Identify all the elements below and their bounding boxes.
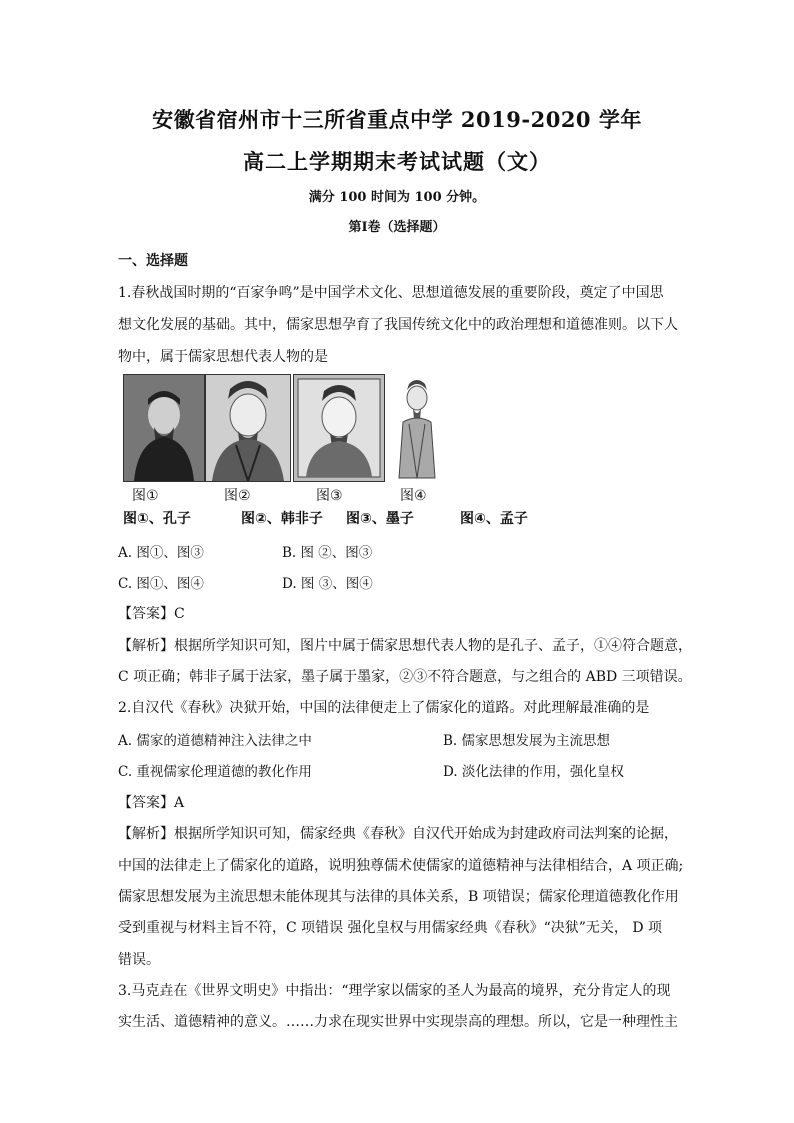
q3-stem-line2: 实生活、道德精神的意义。……力求在现实世界中实现崇高的理想。所以，它是一种理性主 [118,1014,678,1030]
q1-stem-line1: 1.春秋战国时期的“百家争鸣”是中国学术文化、思想道德发展的重要阶段，奠定了中国思 [118,285,664,301]
figure-label-1: 图① [132,488,159,504]
figure-caption-3: 图③、墨子 [346,511,414,527]
figure-label-2: 图② [224,488,251,504]
figure-caption-2: 图②、韩非子 [241,511,323,527]
q1-stem-line2: 想文化发展的基础。其中，儒家思想孕育了我国传统文化中的政治理想和道德准则。以下人 [118,317,678,333]
q2-option-a: A. 儒家的道德精神注入法律之中 [118,733,312,749]
q2-analysis-line5: 错误。 [118,952,160,968]
figure-label-4: 图④ [400,488,427,504]
figure-caption-1: 图①、孔子 [123,511,191,527]
q1-answer: 【答案】C [118,606,185,622]
portrait-image-2 [205,374,291,482]
q2-analysis-line2: 中国的法律走上了儒家化的道路，说明独尊儒术使儒家的道德精神与法律相结合，A 项正确; [118,858,684,874]
q2-answer: 【答案】A [118,795,185,811]
portrait-image-4 [387,374,447,480]
q1-analysis-line1: 【解析】根据所学知识可知，图片中属于儒家思想代表人物的是孔子、孟子，①④符合题意， [118,638,692,654]
portrait-image-1 [123,374,205,482]
q2-stem-line1: 2.自汉代《春秋》决狱开始，中国的法律便走上了儒家化的道路。对此理解最准确的是 [118,700,650,716]
q1-option-d: D. 图 ③、图④ [282,576,373,592]
volume-heading: 第Ⅰ卷（选择题） [348,220,446,235]
figure-caption-4: 图④、孟子 [460,511,528,527]
q2-analysis-line3: 儒家思想发展为主流思想未能体现其与法律的具体关系，B 项错误；儒家伦理道德教化作用 [118,889,679,905]
q2-analysis-line1: 【解析】根据所学知识可知，儒家经典《春秋》自汉代开始成为封建政府司法判案的论据， [118,826,678,842]
exam-title-line1: 安徽省宿州市十三所省重点中学 2019-2020 学年 [152,107,642,132]
q2-analysis-line4: 受到重视与材料主旨不符，C 项错误 强化皇权与用儒家经典《春秋》“决狱”无关， D 项 [118,920,663,936]
score-time-note: 满分 100 时间为 100 分钟。 [308,190,486,205]
q3-stem-line1: 3.马克垚在《世界文明史》中指出：“理学家以儒家的圣人为最高的境界，充分肯定人的现 [118,983,671,999]
q1-option-c: C. 图①、图④ [118,576,204,592]
section-heading: 一、选择题 [118,253,188,269]
q1-analysis-line2: C 项正确；韩非子属于法家，墨子属于墨家，②③不符合题意，与之组合的 ABD 三项错误。 [118,669,692,685]
q1-figure-group [123,374,543,484]
figure-label-3: 图③ [316,488,343,504]
q1-option-b: B. 图 ②、图③ [282,545,373,561]
portrait-image-3 [293,374,385,482]
q2-option-b: B. 儒家思想发展为主流思想 [443,733,611,749]
q2-option-c: C. 重视儒家伦理道德的教化作用 [118,764,312,780]
q2-option-d: D. 淡化法律的作用，强化皇权 [443,764,624,780]
q1-option-a: A. 图①、图③ [118,545,204,561]
exam-title-line2: 高二上学期期末考试试题（文） [243,149,551,174]
q1-stem-line3: 物中，属于儒家思想代表人物的是 [118,349,328,365]
